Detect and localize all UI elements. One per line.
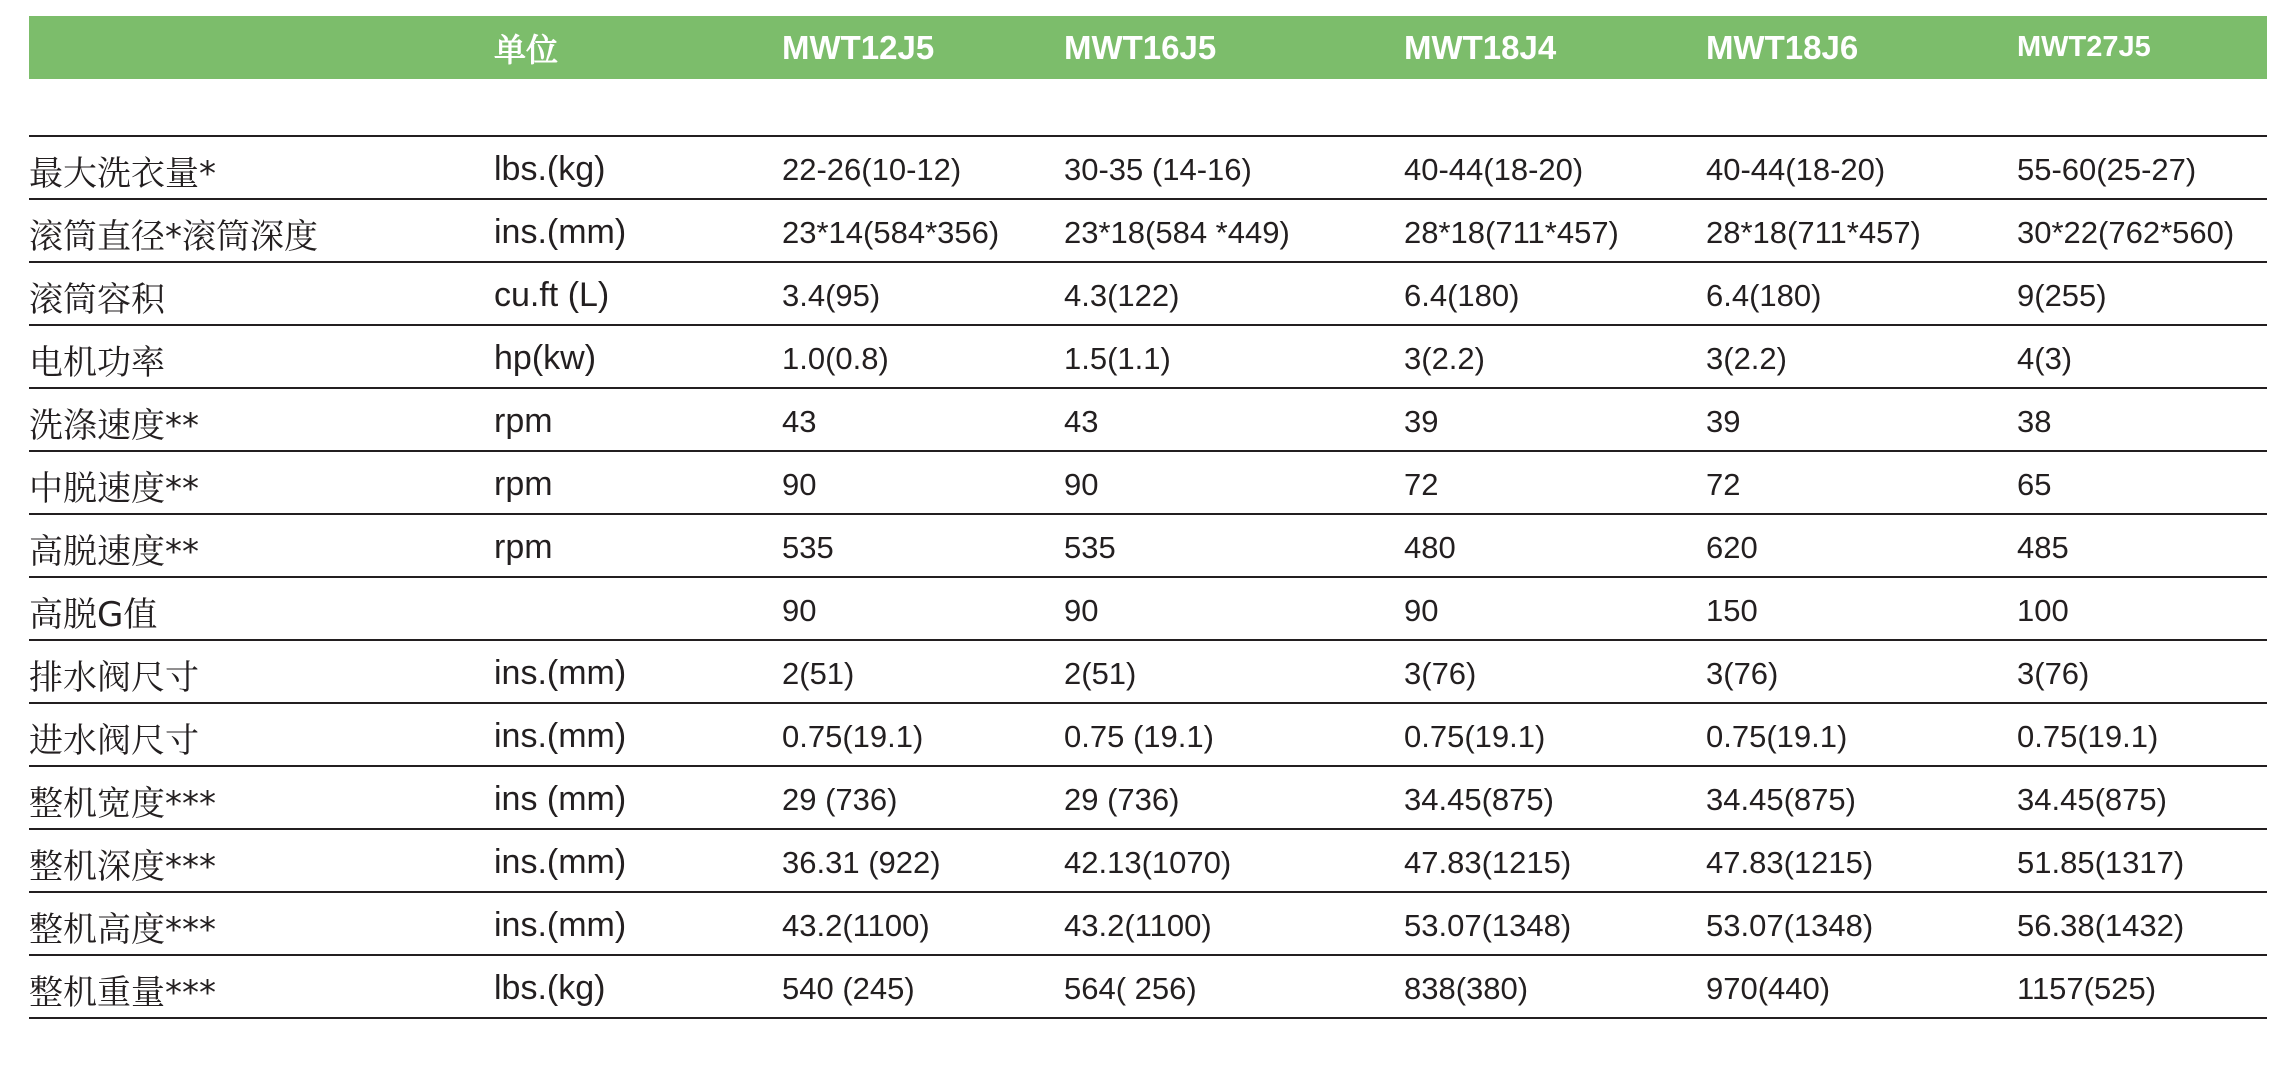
- row-unit: rpm: [494, 402, 553, 440]
- row-value: 535: [1064, 529, 1116, 565]
- spec-table: [29, 16, 2267, 1019]
- row-label: 洗涤速度**: [29, 406, 199, 446]
- row-value: 564( 256): [1064, 970, 1197, 1006]
- row-value: 39: [1404, 403, 1439, 439]
- row-value: 4.3(122): [1064, 277, 1180, 313]
- row-unit: [494, 607, 782, 611]
- row-unit: lbs.(kg): [494, 150, 606, 188]
- row-value: 1157(525): [2017, 970, 2157, 1006]
- row-value: 90: [1064, 592, 1099, 628]
- row-label: 滚筒容积: [29, 280, 165, 320]
- row-label: 整机深度***: [29, 847, 216, 887]
- row-value: 4(3): [2017, 340, 2073, 376]
- row-unit: ins.(mm): [494, 906, 627, 944]
- row-value: 65: [2017, 466, 2052, 502]
- row-value: 28*18(711*457): [1706, 214, 1921, 250]
- table-row: [29, 137, 2267, 200]
- row-label: 整机高度***: [29, 910, 216, 950]
- row-value: 53.07(1348): [1404, 907, 1572, 943]
- row-label: 最大洗衣量*: [29, 154, 216, 194]
- row-value: 150: [1706, 592, 1758, 628]
- table-row: [29, 578, 2267, 641]
- row-label: 整机宽度***: [29, 784, 216, 824]
- row-label: 滚筒直径*滚筒深度: [29, 217, 318, 257]
- row-value: 43: [782, 403, 817, 439]
- row-value: 53.07(1348): [1706, 907, 1874, 943]
- row-unit: rpm: [494, 528, 553, 566]
- row-value: 90: [1404, 592, 1439, 628]
- row-value: 43.2(1100): [1064, 907, 1212, 943]
- row-value: 0.75(19.1): [1404, 718, 1546, 754]
- row-label: 整机重量***: [29, 973, 216, 1013]
- table-header: [29, 16, 2267, 79]
- table-row: [29, 326, 2267, 389]
- row-value: 1.0(0.8): [782, 340, 889, 376]
- row-value: 0.75(19.1): [2017, 718, 2159, 754]
- row-label: 电机功率: [29, 343, 165, 383]
- row-value: 90: [782, 466, 817, 502]
- row-value: 23*14(584*356): [782, 214, 1000, 250]
- row-value: 2(51): [782, 655, 855, 691]
- row-value: 47.83(1215): [1404, 844, 1572, 880]
- row-unit: ins.(mm): [494, 654, 627, 692]
- table-body: [29, 137, 2267, 1019]
- row-value: 51.85(1317): [2017, 844, 2185, 880]
- row-value: 1.5(1.1): [1064, 340, 1171, 376]
- row-value: 6.4(180): [1404, 277, 1520, 313]
- row-value: 29 (736): [782, 781, 898, 817]
- table-row: [29, 830, 2267, 893]
- header-model-3: MWT18J4: [1404, 28, 1557, 66]
- row-value: 34.45(875): [1706, 781, 1856, 817]
- row-value: 28*18(711*457): [1404, 214, 1619, 250]
- row-value: 47.83(1215): [1706, 844, 1874, 880]
- table-row: [29, 956, 2267, 1019]
- table-row: [29, 263, 2267, 326]
- table-row: [29, 767, 2267, 830]
- row-unit: ins.(mm): [494, 717, 627, 755]
- table-row: [29, 704, 2267, 767]
- row-value: 3(2.2): [1706, 340, 1787, 376]
- row-value: 72: [1706, 466, 1741, 502]
- row-value: 838(380): [1404, 970, 1529, 1006]
- row-label: 中脱速度**: [29, 469, 199, 509]
- row-value: 3(76): [2017, 655, 2090, 691]
- row-value: 3.4(95): [782, 277, 881, 313]
- row-value: 0.75 (19.1): [1064, 718, 1214, 754]
- header-model-2: MWT16J5: [1064, 28, 1217, 66]
- row-label: 高脱速度**: [29, 532, 199, 572]
- row-value: 43: [1064, 403, 1099, 439]
- header-model-4: MWT18J6: [1706, 28, 1859, 66]
- row-value: 40-44(18-20): [1404, 151, 1584, 187]
- row-unit: lbs.(kg): [494, 969, 606, 1007]
- row-value: 22-26(10-12): [782, 151, 962, 187]
- row-value: 540 (245): [782, 970, 915, 1006]
- table-row: [29, 200, 2267, 263]
- row-value: 970(440): [1706, 970, 1831, 1006]
- table-row: [29, 452, 2267, 515]
- row-value: 29 (736): [1064, 781, 1180, 817]
- row-value: 485: [2017, 529, 2069, 565]
- row-value: 535: [782, 529, 834, 565]
- row-unit: cu.ft (L): [494, 276, 610, 314]
- header-unit: 单位: [494, 30, 559, 69]
- row-value: 2(51): [1064, 655, 1137, 691]
- row-value: 620: [1706, 529, 1758, 565]
- row-unit: rpm: [494, 465, 553, 503]
- table-row: [29, 893, 2267, 956]
- row-unit: ins.(mm): [494, 843, 627, 881]
- row-value: 3(2.2): [1404, 340, 1485, 376]
- row-label: 排水阀尺寸: [29, 658, 199, 698]
- row-value: 3(76): [1404, 655, 1477, 691]
- row-value: 0.75(19.1): [782, 718, 924, 754]
- row-unit: ins (mm): [494, 780, 627, 818]
- row-value: 90: [1064, 466, 1099, 502]
- header-model-5: MWT27J5: [2017, 31, 2151, 63]
- row-value: 36.31 (922): [782, 844, 941, 880]
- row-value: 90: [782, 592, 817, 628]
- row-value: 42.13(1070): [1064, 844, 1232, 880]
- row-value: 38: [2017, 403, 2052, 439]
- row-value: 43.2(1100): [782, 907, 930, 943]
- row-unit: hp(kw): [494, 339, 597, 377]
- row-label: 进水阀尺寸: [29, 721, 199, 761]
- row-value: 40-44(18-20): [1706, 151, 1886, 187]
- table-row: [29, 641, 2267, 704]
- row-value: 39: [1706, 403, 1741, 439]
- row-value: 23*18(584 *449): [1064, 214, 1290, 250]
- row-value: 6.4(180): [1706, 277, 1822, 313]
- header-gap: [29, 79, 2267, 135]
- row-value: 56.38(1432): [2017, 907, 2185, 943]
- row-unit: ins.(mm): [494, 213, 627, 251]
- table-row: [29, 515, 2267, 578]
- row-value: 9(255): [2017, 277, 2107, 313]
- table-row: [29, 389, 2267, 452]
- row-value: 30*22(762*560): [2017, 214, 2235, 250]
- row-value: 34.45(875): [1404, 781, 1554, 817]
- header-model-1: MWT12J5: [782, 28, 935, 66]
- row-value: 34.45(875): [2017, 781, 2167, 817]
- row-value: 3(76): [1706, 655, 1779, 691]
- row-value: 480: [1404, 529, 1456, 565]
- row-value: 0.75(19.1): [1706, 718, 1848, 754]
- row-value: 100: [2017, 592, 2069, 628]
- row-value: 30-35 (14-16): [1064, 151, 1252, 187]
- row-label: 高脱G值: [29, 595, 158, 635]
- row-value: 72: [1404, 466, 1439, 502]
- row-value: 55-60(25-27): [2017, 151, 2197, 187]
